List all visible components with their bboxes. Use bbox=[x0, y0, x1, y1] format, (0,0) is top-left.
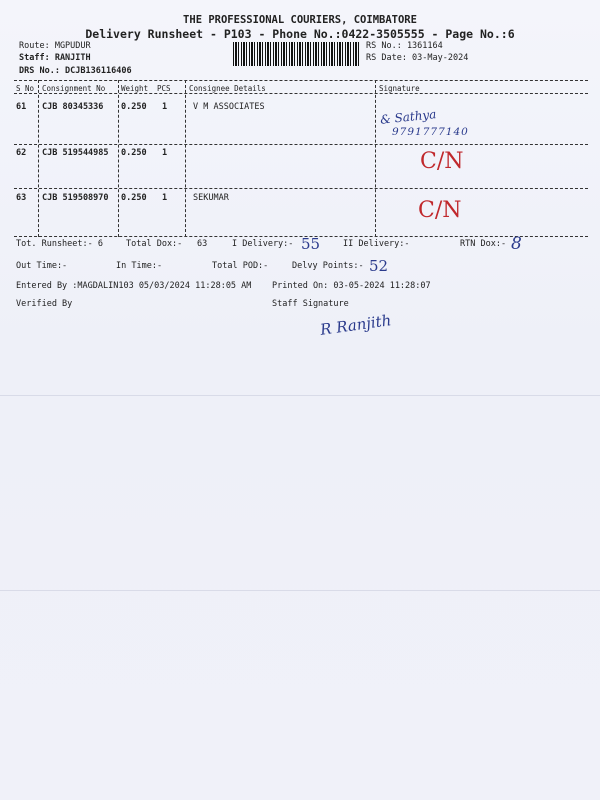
table-rule bbox=[14, 80, 588, 81]
drs-number: DRS No.: DCJB136116406 bbox=[19, 66, 132, 76]
row-sno: 61 bbox=[16, 102, 27, 112]
table-rule bbox=[14, 188, 588, 189]
handwritten-phone: 9791777140 bbox=[392, 126, 469, 138]
route: Route: MGPUDUR bbox=[19, 41, 91, 51]
tot-runsheet: Tot. Runsheet:- 6 bbox=[16, 239, 103, 249]
entered-by: Entered By :MAGDALIN103 05/03/2024 11:28:05 AM bbox=[16, 281, 252, 291]
table-column-rule bbox=[185, 80, 186, 237]
row-consignment: CJB 519544985 bbox=[42, 148, 109, 158]
staff-signature-label: Staff Signature bbox=[272, 299, 349, 309]
row-weight: 0.250 bbox=[121, 102, 147, 112]
ii-delivery-label: II Delivery:- bbox=[343, 239, 410, 249]
staff: Staff: RANJITH bbox=[19, 53, 91, 63]
row-pcs: 1 bbox=[162, 102, 168, 112]
i-delivery-value: 55 bbox=[301, 235, 321, 253]
row-sno: 62 bbox=[16, 148, 27, 158]
header-pcs: PCS bbox=[157, 84, 171, 93]
handwritten-cn: C/N bbox=[418, 198, 462, 223]
barcode bbox=[233, 42, 359, 66]
rtn-dox-label: RTN Dox:- bbox=[460, 239, 507, 249]
total-dox-value: 63 bbox=[197, 239, 208, 249]
row-weight: 0.250 bbox=[121, 148, 147, 158]
table-rule bbox=[14, 93, 588, 94]
company-name: THE PROFESSIONAL COURIERS, COIMBATORE bbox=[183, 14, 417, 26]
row-pcs: 1 bbox=[162, 193, 168, 203]
row-pcs: 1 bbox=[162, 148, 168, 158]
rs-date: RS Date: 03-May-2024 bbox=[366, 53, 469, 63]
row-consignee: V M ASSOCIATES bbox=[193, 102, 265, 112]
rs-number: RS No.: 1361164 bbox=[366, 41, 443, 51]
in-time: In Time:- bbox=[116, 261, 163, 271]
table-column-rule bbox=[38, 80, 39, 237]
row-weight: 0.250 bbox=[121, 193, 147, 203]
handwritten-cn: C/N bbox=[420, 149, 464, 174]
delvy-points-value: 52 bbox=[369, 257, 389, 275]
total-pod: Total POD:- bbox=[212, 261, 269, 271]
rtn-dox-value: 8 bbox=[511, 234, 522, 254]
row-consignee: SEKUMAR bbox=[193, 193, 229, 203]
i-delivery-label: I Delivery:- bbox=[232, 239, 294, 249]
table-column-rule bbox=[118, 80, 119, 237]
row-consignment: CJB 80345336 bbox=[42, 102, 104, 112]
handwritten-signature: & Sathya bbox=[379, 107, 437, 127]
header-consignee: Consignee Details bbox=[189, 84, 266, 93]
delvy-points-label: Delvy Points:- bbox=[292, 261, 364, 271]
header-consignment: Consignment No bbox=[42, 84, 106, 93]
row-consignment: CJB 519508970 bbox=[42, 193, 109, 203]
table-rule bbox=[14, 144, 588, 145]
total-dox-label: Total Dox:- bbox=[126, 239, 183, 249]
out-time: Out Time:- bbox=[16, 261, 68, 271]
header-weight: Weight bbox=[121, 84, 149, 93]
runsheet-title: Delivery Runsheet - P103 - Phone No.:0422-3505555 - Page No.:6 bbox=[85, 27, 515, 41]
paper-fold bbox=[0, 590, 600, 591]
paper-fold bbox=[0, 395, 600, 396]
header-sno: S No bbox=[16, 84, 35, 93]
printed-on: Printed On: 03-05-2024 11:28:07 bbox=[272, 281, 431, 291]
staff-signature: R Ranjith bbox=[319, 311, 393, 339]
verified-by: Verified By bbox=[16, 299, 73, 309]
header-signature: Signature bbox=[379, 84, 420, 93]
row-sno: 63 bbox=[16, 193, 27, 203]
table-column-rule bbox=[375, 80, 376, 237]
